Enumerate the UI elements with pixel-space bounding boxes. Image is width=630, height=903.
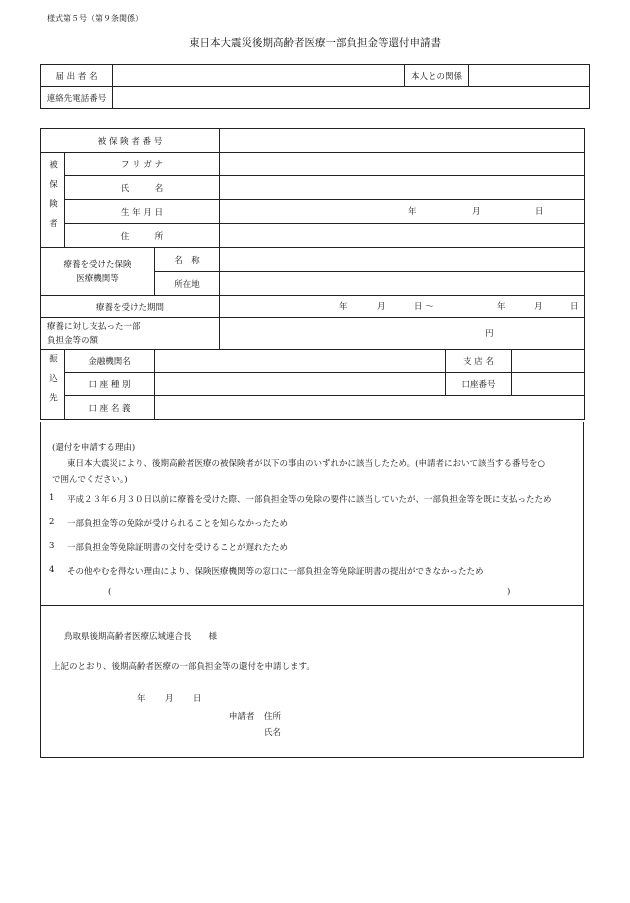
other-reason-input[interactable]: [118, 584, 503, 600]
page-title: 東日本大震災後期高齢者医療一部負担金等還付申請書: [189, 37, 441, 49]
account-name-field[interactable]: [155, 396, 585, 420]
amount-unit: 円: [485, 328, 494, 339]
declaration-statement: 上記のとおり、後期高齢者医療の一部負担金等の還付を申請します。: [52, 662, 315, 672]
amount-field[interactable]: [220, 318, 585, 350]
reason-3-text: 一部負担金等免除証明書の交付を受けることが遅れたため: [67, 543, 289, 553]
birth-date-field[interactable]: [220, 200, 585, 224]
form-number: 様式第５号（第９条関係）: [47, 14, 143, 23]
amount-label: 療養に対し支払った一部 負担金等の額: [41, 318, 220, 350]
reason-1-text: 平成２３年６月３０日以前に療養を受けた際、一部負担金等の免除の要件に該当していたが、一部負担金等を既に支払ったため: [67, 495, 552, 505]
applicant-name-sign-label: 氏名: [264, 728, 282, 738]
date-month-unit: 月: [165, 694, 174, 704]
account-name-label: 口 座 名 義: [65, 396, 155, 420]
reason-3-number[interactable]: 3: [49, 541, 55, 551]
phone-label: 連絡先電話番号: [41, 87, 113, 109]
institution-name-label: 名 称: [155, 248, 220, 272]
branch-name-field[interactable]: [512, 350, 585, 373]
relation-field[interactable]: [469, 65, 590, 87]
insured-address-field[interactable]: [220, 224, 585, 248]
reason-2-number[interactable]: 2: [49, 517, 55, 527]
insured-number-label: 被 保 険 者 番 号: [41, 129, 220, 153]
applicant-name-field[interactable]: [113, 65, 405, 87]
insured-number-field[interactable]: [220, 129, 585, 153]
period-field[interactable]: 年 月 日 〜 年 月 日: [220, 296, 585, 318]
applicant-address-label: 住所: [264, 712, 282, 722]
insured-name-label: 氏 名: [65, 176, 220, 200]
phone-field[interactable]: [113, 87, 590, 109]
insured-address-label: 住 所: [65, 224, 220, 248]
applicant-name-label: 届 出 者 名: [41, 65, 113, 87]
reasons-heading: (還付を申請する理由): [52, 443, 136, 453]
section-divider: [41, 605, 583, 606]
insured-group-label: 被保険者: [41, 153, 65, 248]
applicant-table: [40, 64, 590, 109]
insured-name-field[interactable]: [220, 176, 585, 200]
institution-location-field[interactable]: [220, 272, 585, 296]
birth-month-unit: 月: [472, 206, 481, 217]
reasons-intro-line2: で囲んでください。): [52, 475, 128, 485]
bank-name-field[interactable]: [155, 350, 446, 373]
reason-2-text: 一部負担金等の免除が受けられることを知らなかったため: [67, 519, 289, 529]
account-type-label: 口 座 種 別: [65, 373, 155, 396]
addressee: 鳥取県後期高齢者医療広域連合長 様: [64, 632, 218, 642]
account-type-field[interactable]: [155, 373, 446, 396]
date-day-unit: 日: [193, 694, 202, 704]
main-form-table: [40, 128, 585, 420]
date-year-unit: 年: [137, 694, 146, 704]
furigana-label: フ リ ガ ナ: [65, 153, 220, 176]
birth-day-unit: 日: [535, 206, 544, 217]
account-number-label: 口座番号: [446, 373, 512, 396]
applicant-signature-label: 申請者: [229, 712, 255, 722]
furigana-field[interactable]: [220, 153, 585, 176]
other-reason-close-paren: ): [507, 587, 511, 597]
birth-year-unit: 年: [408, 206, 417, 217]
institution-label: 療養を受けた保険 医療機関等: [41, 248, 155, 296]
branch-name-label: 支 店 名: [446, 350, 512, 373]
birth-date-label: 生 年 月 日: [65, 200, 220, 224]
bank-name-label: 金融機関名: [65, 350, 155, 373]
account-number-field[interactable]: [512, 373, 585, 396]
reasons-intro-line1: 東日本大震災により、後期高齢者医療の被保険者が以下の事由のいずれかに該当したため。(申請者において該当する番号を○: [67, 459, 545, 469]
reason-1-number[interactable]: 1: [49, 493, 55, 503]
relation-label: 本人との関係: [405, 65, 469, 87]
reason-4-number[interactable]: 4: [49, 565, 55, 575]
institution-name-field[interactable]: [220, 248, 585, 272]
reason-4-text: その他やむを得ない理由により、保険医療機関等の窓口に一部負担金等免除証明書の提出ができなかったため: [67, 567, 484, 577]
other-reason-open-paren: (: [108, 587, 112, 597]
transfer-group-label: 振込先: [41, 350, 65, 420]
institution-location-label: 所在地: [155, 272, 220, 296]
period-label: 療養を受けた期間: [41, 296, 220, 318]
